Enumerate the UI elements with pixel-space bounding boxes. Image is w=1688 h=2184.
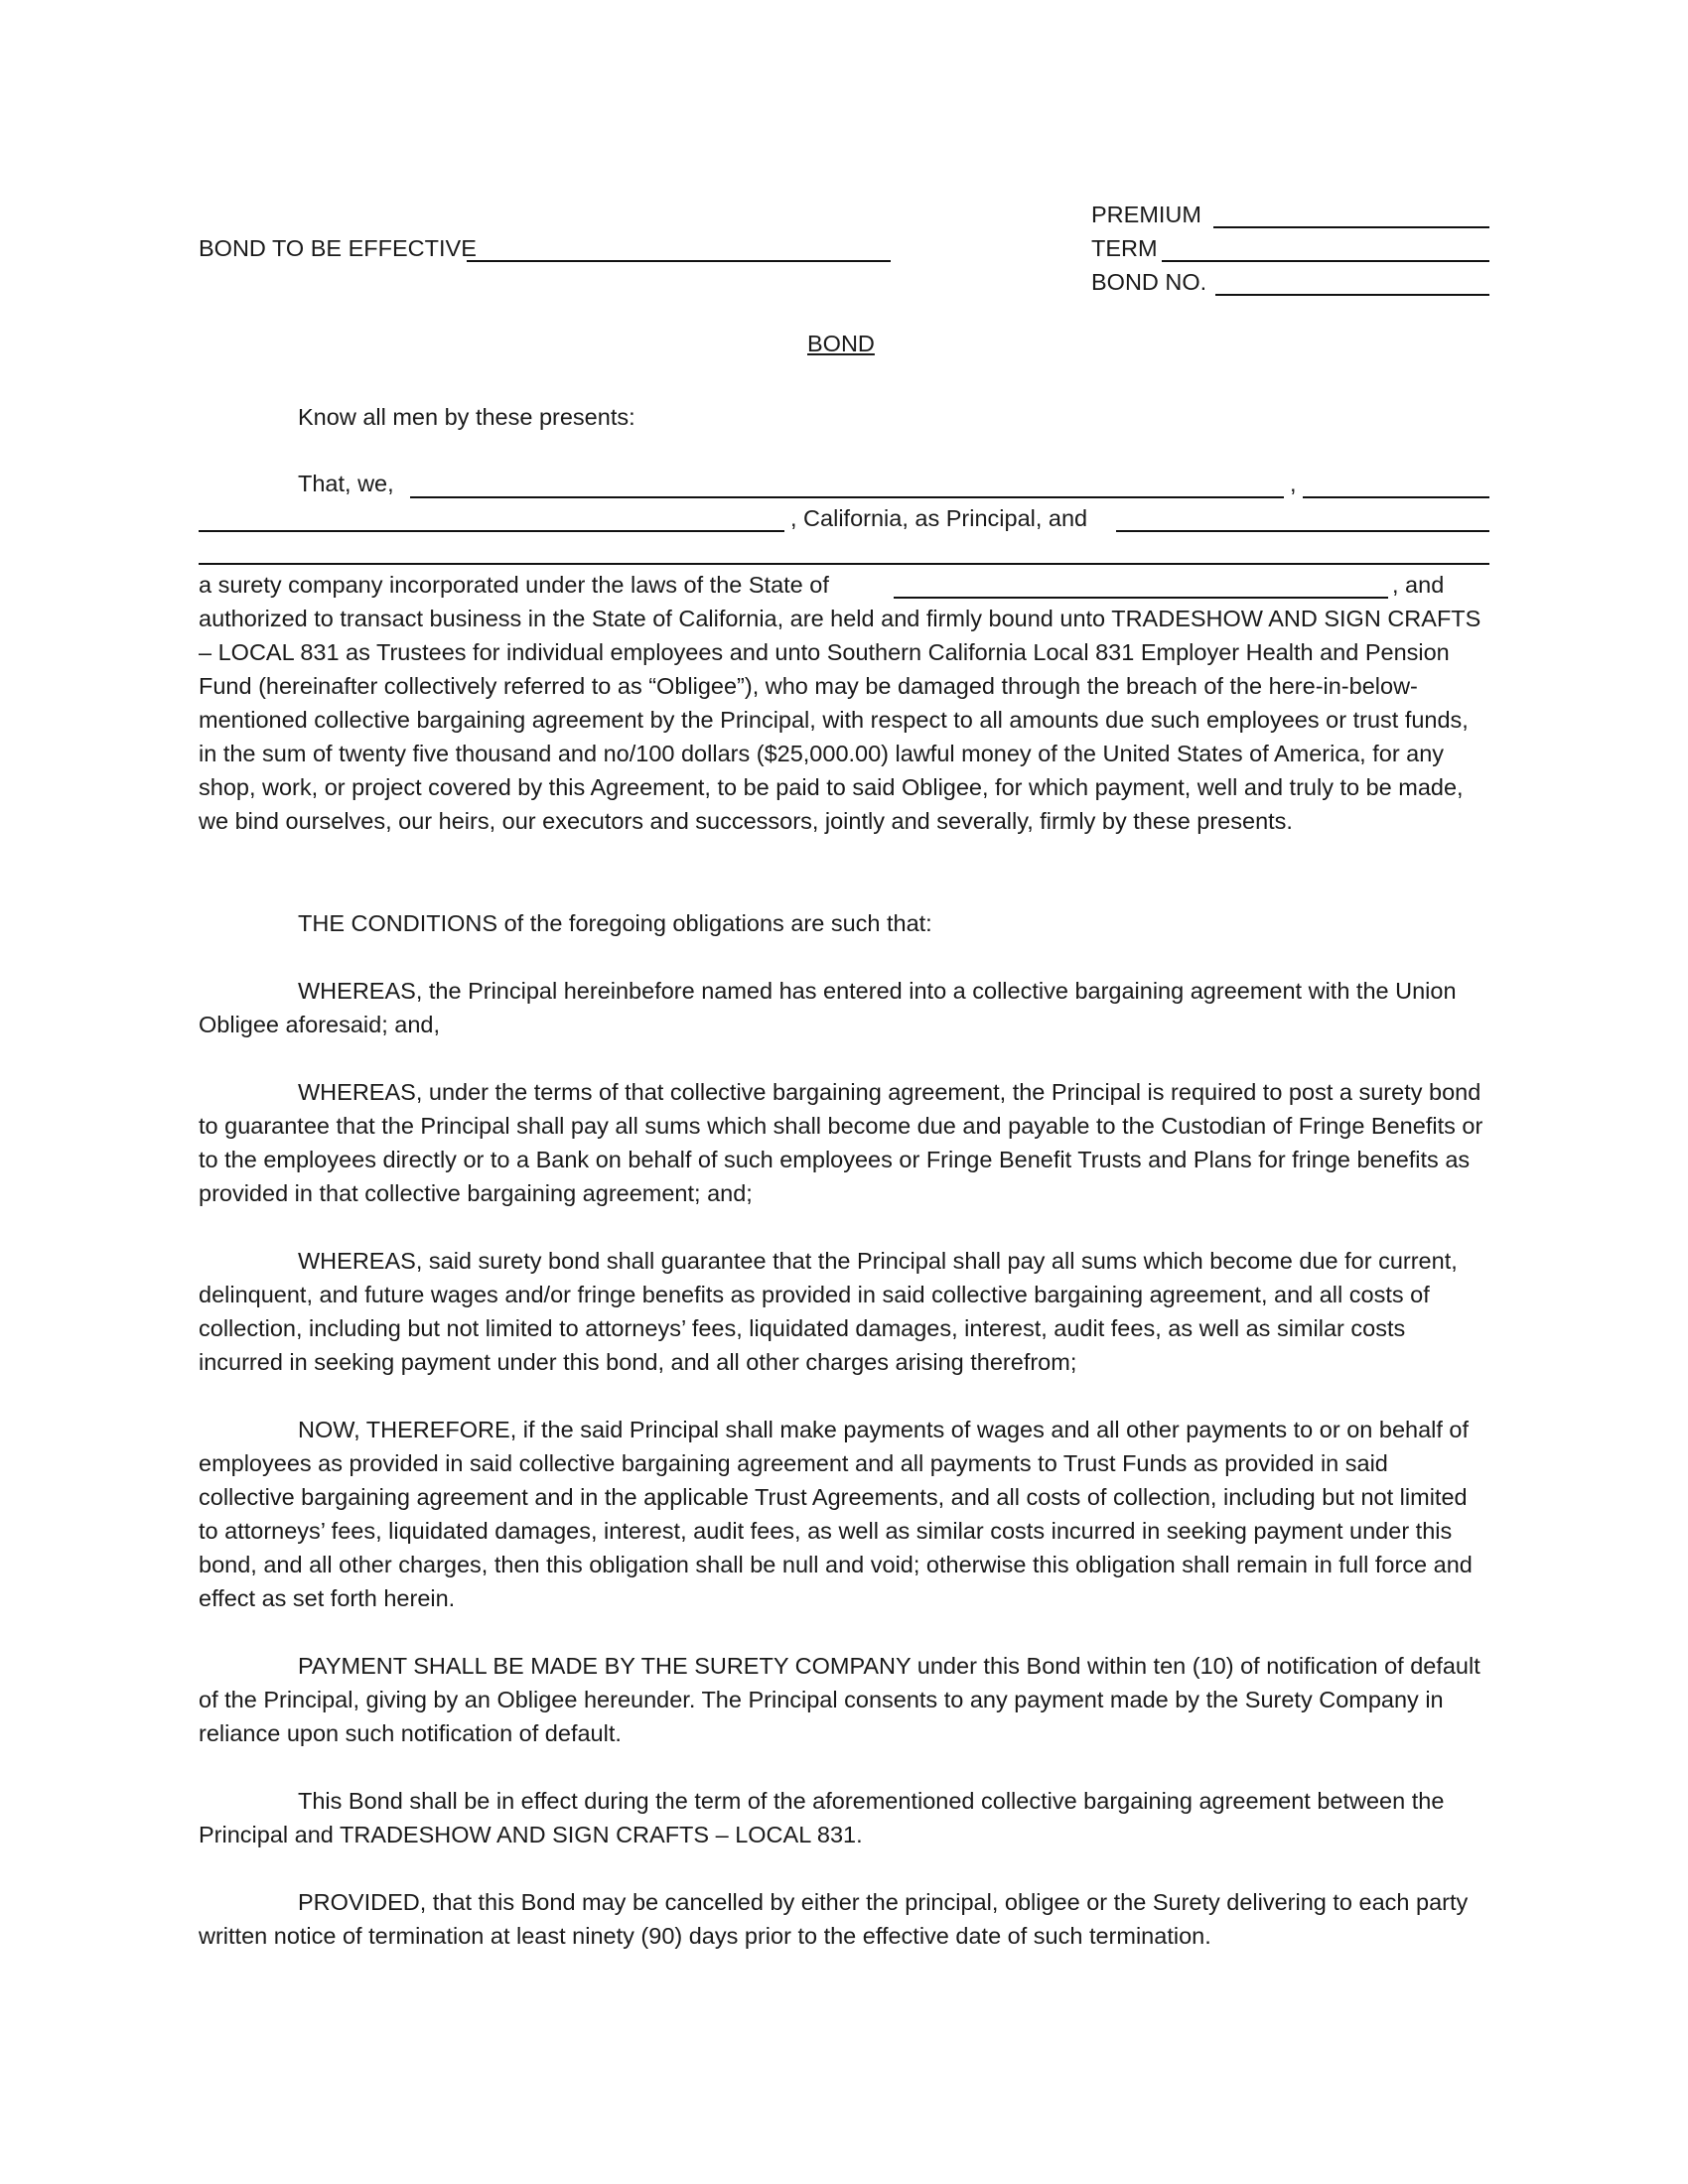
whereas-paragraph-2: WHEREAS, under the terms of that collective bargaining agreement, the Principal is required to post a surety bond to guarantee that the Principal shall pay all sums which shall become due and payable to the Custodian of Fringe Benefits or to the employees directly or to a Bank on behalf of such employees or Fringe Benefit Trusts and Plans for fringe benefits as provided in that collective bargaining agreement; and; — [199, 1079, 1483, 1206]
effective-label: BOND TO BE EFFECTIVE — [199, 235, 477, 261]
comma-separator: , — [1290, 471, 1297, 496]
surety-name-continuation-field[interactable] — [199, 563, 1489, 565]
that-we-label: That, we, — [298, 471, 394, 496]
intro-text: Know all men by these presents: — [298, 404, 635, 430]
payment-paragraph: PAYMENT SHALL BE MADE BY THE SURETY COMPANY under this Bond within ten (10) of notification of default of the Principal, giving by an Obligee hereunder. The Principal consents to any payment made by the Surety Company in reliance upon such notification of default. — [199, 1653, 1480, 1746]
premium-label: PREMIUM — [1091, 202, 1201, 227]
principal-name-field[interactable] — [410, 496, 1284, 498]
surety-name-field[interactable] — [1116, 530, 1489, 532]
bond-no-field[interactable] — [1215, 294, 1489, 296]
obligation-paragraph: authorized to transact business in the State of California, are held and firmly bound unto TRADESHOW AND SIGN CRAFTS – LOCAL 831 as Trustees for individual employees and unto Southern California Local 831 Employer Health and Pension Fund (hereinafter collectively referred to as “Obligee”), who may be damaged through the breach of the here-in-below-mentioned collective bargaining agreement by the Principal, with respect to all amounts due such employees or trust funds, in the sum of twenty five thousand and no/100 dollars ($25,000.00) lawful money of the United States of America, for any shop, work, or project covered by this Agreement, to be paid to said Obligee, for which payment, well and truly to be made, we bind ourselves, our heirs, our executors and successors, jointly and severally, firmly by these presents. — [199, 606, 1481, 834]
surety-state-text: a surety company incorporated under the laws of the State of — [199, 572, 829, 598]
conditions-paragraph: THE CONDITIONS of the foregoing obligations are such that: — [298, 910, 932, 936]
bond-no-label: BOND NO. — [1091, 269, 1207, 295]
whereas-paragraph-3: WHEREAS, said surety bond shall guarantee that the Principal shall pay all sums which become due for current, delinquent, and future wages and/or fringe benefits as provided in said collective bargaining agreement, and all costs of collection, including but not limited to attorneys’ fees, liquidated damages, interest, audit fees, as well as similar costs incurred in seeking payment under this bond, and all other charges arising therefrom; — [199, 1248, 1458, 1375]
whereas-paragraph-1: WHEREAS, the Principal hereinbefore named has entered into a collective bargaining agreement with the Union Obligee aforesaid; and, — [199, 978, 1457, 1037]
surety-state-end: , and — [1392, 572, 1445, 598]
term-label: TERM — [1091, 235, 1158, 261]
principal-city-field[interactable] — [1303, 496, 1489, 498]
document-title: BOND — [807, 331, 875, 356]
premium-field[interactable] — [1213, 226, 1489, 228]
term-field[interactable] — [1162, 260, 1489, 262]
provided-paragraph: PROVIDED, that this Bond may be cancelled by either the principal, obligee or the Surety delivering to each party written notice of termination at least ninety (90) days prior to the effective date of such termination. — [199, 1889, 1469, 1949]
effective-date-field[interactable] — [467, 260, 891, 262]
surety-state-field[interactable] — [894, 597, 1388, 599]
now-therefore-paragraph: NOW, THEREFORE, if the said Principal shall make payments of wages and all other payments to or on behalf of employees as provided in said collective bargaining agreement and all payments to Trust Funds as provided in said collective bargaining agreement and in the applicable Trust Agreements, and all costs of collection, including but not limited to attorneys’ fees, liquidated damages, interest, audit fees, as well as similar costs incurred in seeking payment under this bond, and all other charges, then this obligation shall be null and void; otherwise this obligation shall remain in full force and effect as set forth herein. — [199, 1417, 1473, 1611]
effect-paragraph: This Bond shall be in effect during the term of the aforementioned collective bargaining agreement between the Principal and TRADESHOW AND SIGN CRAFTS – LOCAL 831. — [199, 1788, 1445, 1847]
principal-address-field[interactable] — [199, 530, 784, 532]
california-principal-text: , California, as Principal, and — [790, 505, 1088, 531]
